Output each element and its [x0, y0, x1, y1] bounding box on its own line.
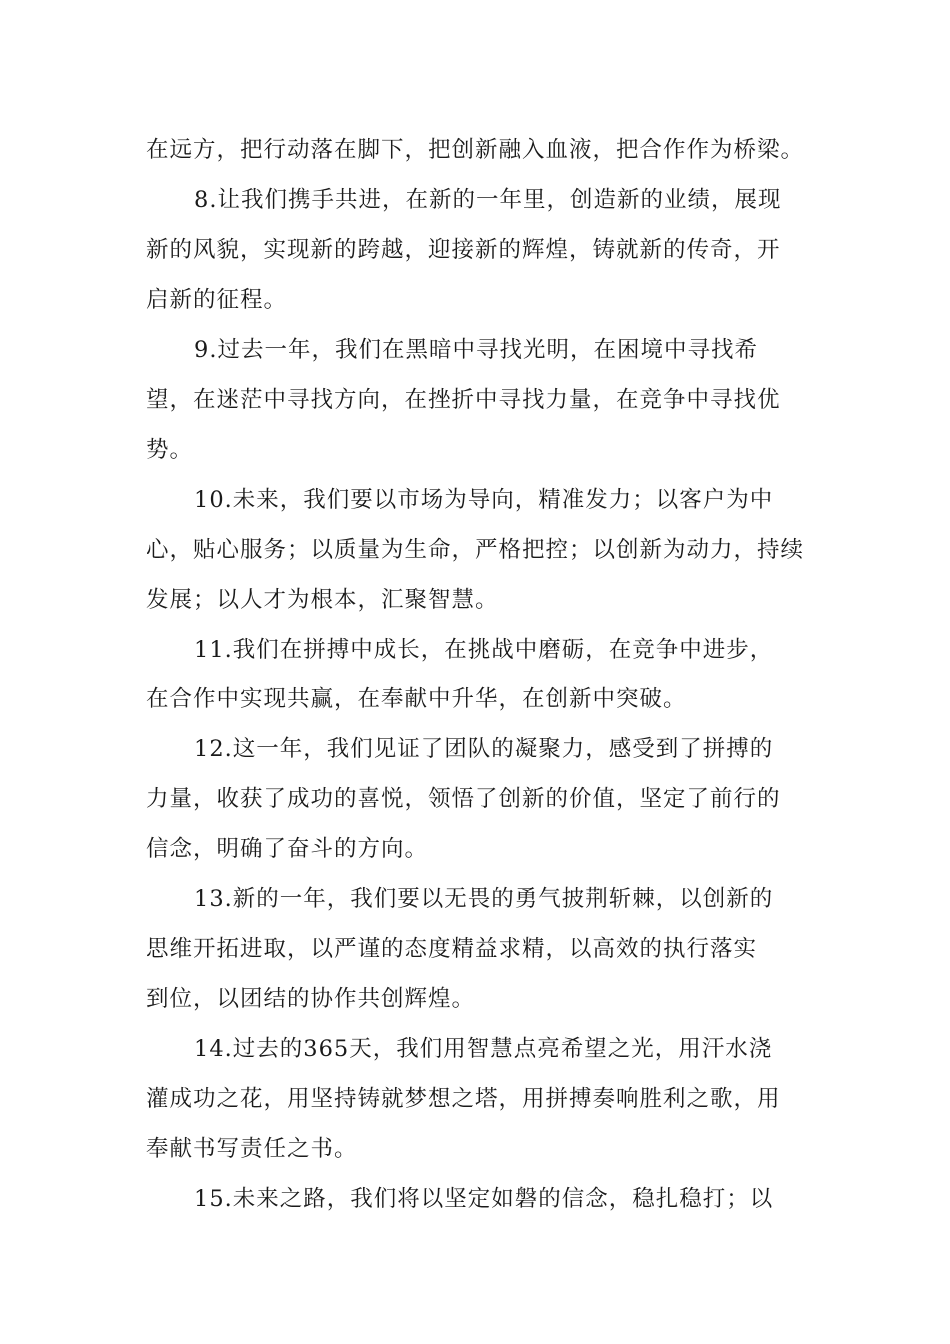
text-line: 望，在迷茫中寻找方向，在挫折中寻找力量，在竞争中寻找优 [146, 387, 781, 413]
text-line: 力量，收获了成功的喜悦，领悟了创新的价值，坚定了前行的 [146, 786, 781, 812]
text-line: 9.过去一年，我们在黑暗中寻找光明，在困境中寻找希 [194, 337, 758, 363]
text-line: 奉献书写责任之书。 [146, 1136, 358, 1162]
text-line: 在合作中实现共赢，在奉献中升华，在创新中突破。 [146, 686, 687, 712]
text-line: 发展；以人才为根本，汇聚智慧。 [146, 587, 499, 613]
text-line: 信念，明确了奋斗的方向。 [146, 836, 429, 862]
text-line: 到位，以团结的协作共创辉煌。 [146, 986, 476, 1012]
text-line: 10.未来，我们要以市场为导向，精准发力；以客户为中 [194, 487, 774, 513]
text-line: 12.这一年，我们见证了团队的凝聚力，感受到了拼搏的 [194, 736, 774, 762]
text-line: 在远方，把行动落在脚下，把创新融入血液，把合作作为桥梁。 [146, 137, 805, 163]
text-line: 14.过去的365天，我们用智慧点亮希望之光，用汗水浇 [194, 1036, 773, 1062]
text-line: 15.未来之路，我们将以坚定如磐的信念，稳扎稳打；以 [194, 1186, 774, 1212]
text-line: 势。 [146, 437, 194, 463]
text-line: 思维开拓进取，以严谨的态度精益求精，以高效的执行落实 [146, 936, 758, 962]
text-line: 启新的征程。 [146, 287, 288, 313]
text-line: 心，贴心服务；以质量为生命，严格把控；以创新为动力，持续 [146, 537, 805, 563]
text-line: 新的风貌，实现新的跨越，迎接新的辉煌，铸就新的传奇，开 [146, 237, 781, 263]
text-line: 13.新的一年，我们要以无畏的勇气披荆斩棘，以创新的 [194, 886, 774, 912]
text-line: 11.我们在拼搏中成长，在挑战中磨砺，在竞争中进步， [194, 637, 774, 663]
text-line: 灌成功之花，用坚持铸就梦想之塔，用拼搏奏响胜利之歌，用 [146, 1086, 781, 1112]
text-line: 8.让我们携手共进，在新的一年里，创造新的业绩，展现 [194, 187, 782, 213]
